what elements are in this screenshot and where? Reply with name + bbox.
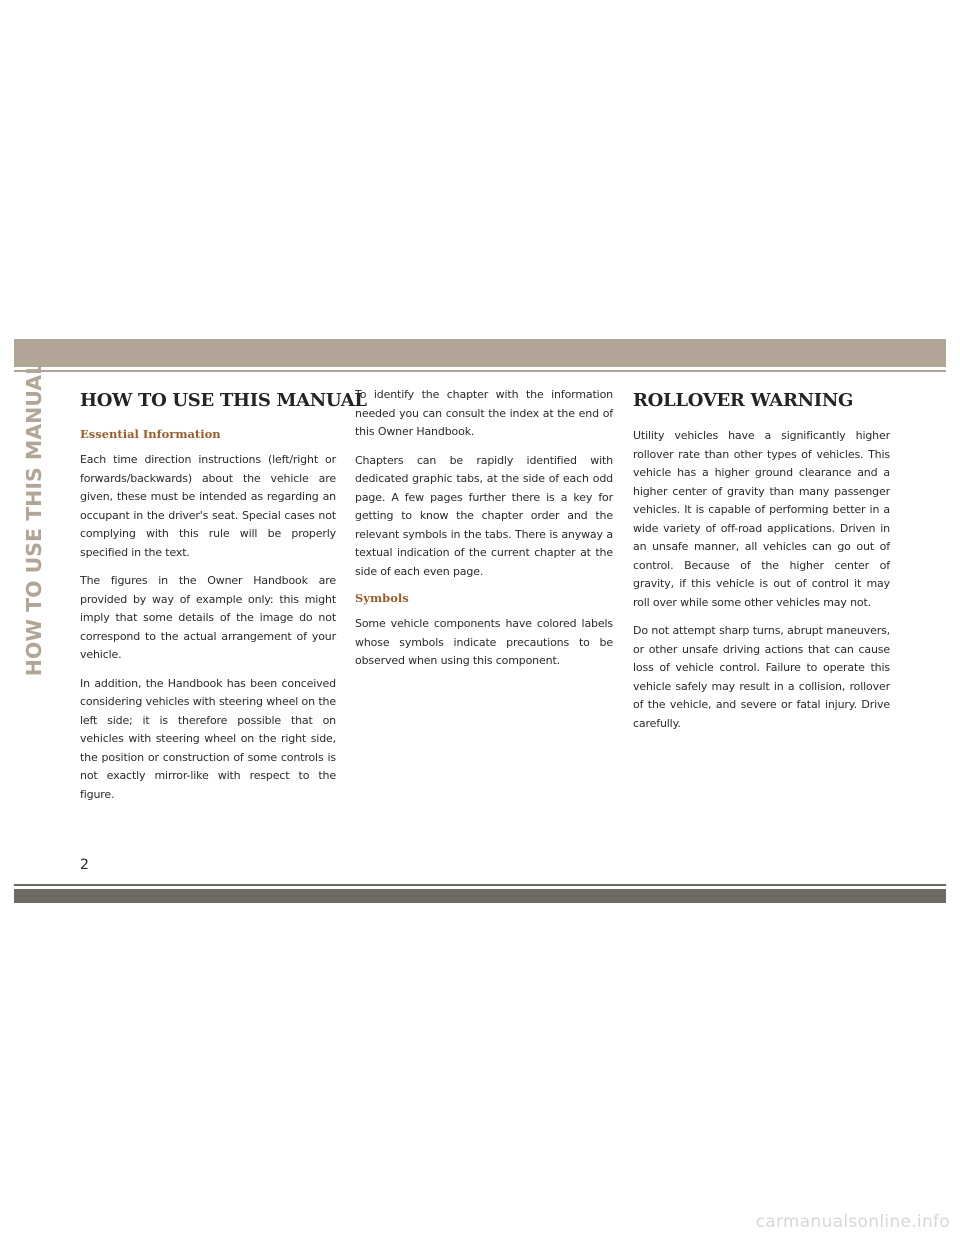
section-heading-how-to-use: HOW TO USE THIS MANUAL [80, 390, 367, 411]
subheading-symbols: Symbols [355, 591, 409, 605]
footer-band [14, 889, 946, 903]
paragraph: The figures in the Owner Handbook are provided by way of example only: this might imply that some details of the image do not correspond to the actual arrangement of your vehicle. [80, 574, 336, 661]
chapter-side-tab-label: HOW TO USE THIS MANUAL [22, 361, 46, 677]
subheading-essential-information: Essential Information [80, 427, 221, 441]
column-left [80, 390, 367, 814]
paragraph: Each time direction instructions (left/right or forwards/backwards) about the vehicle are given, these must be intended as regarding an occupant in the driver's seat. Special cases not complying with this rule will be properly specified in the text. [80, 453, 336, 559]
column-right [633, 390, 890, 743]
paragraph: In addition, the Handbook has been conceived considering vehicles with steering wheel on the left side; it is therefore possible that on vehicles with steering wheel on the right side, the position or construction of some controls is not exactly mirror-like with respect to the figure. [80, 676, 336, 801]
column-middle [355, 386, 613, 681]
paragraph: Chapters can be rapidly identified with dedicated graphic tabs, at the side of each odd page. A few pages further there is a key for getting to know the chapter order and the relevant symbols in the tabs. There is anyway a textual indication of the current chapter at the side of each even page. [355, 453, 613, 578]
paragraph: Utility vehicles have a significantly higher rollover rate than other types of vehicles. This vehicle has a higher ground clearance and a higher center of gravity than many passenger vehicles. It is capable of performing better in a wide variety of off-road applications. Driven in an unsafe manner, all vehicles can go out of control. Because of the higher center of gravity, if this vehicle is out of control it may roll over while some other vehicles may not. [633, 429, 890, 609]
paragraph: To identify the chapter with the information needed you can consult the index at the end of this Owner Handbook. [355, 388, 613, 438]
watermark-text: carmanualsonline.info [755, 1212, 950, 1232]
footer-rule [14, 884, 946, 886]
header-rule [14, 370, 946, 372]
header-band [14, 339, 946, 367]
paragraph: Some vehicle components have colored labels whose symbols indicate precautions to be observed when using this component. [355, 617, 613, 667]
paragraph: Do not attempt sharp turns, abrupt maneuvers, or other unsafe driving actions that can cause loss of vehicle control. Failure to operate this vehicle safely may result in a collision, rollover of the vehicle, and severe or fatal injury. Drive carefully. [633, 624, 890, 730]
chapter-side-tab [14, 361, 54, 677]
page-number: 2 [80, 857, 89, 873]
section-heading-rollover-warning: ROLLOVER WARNING [633, 390, 854, 411]
